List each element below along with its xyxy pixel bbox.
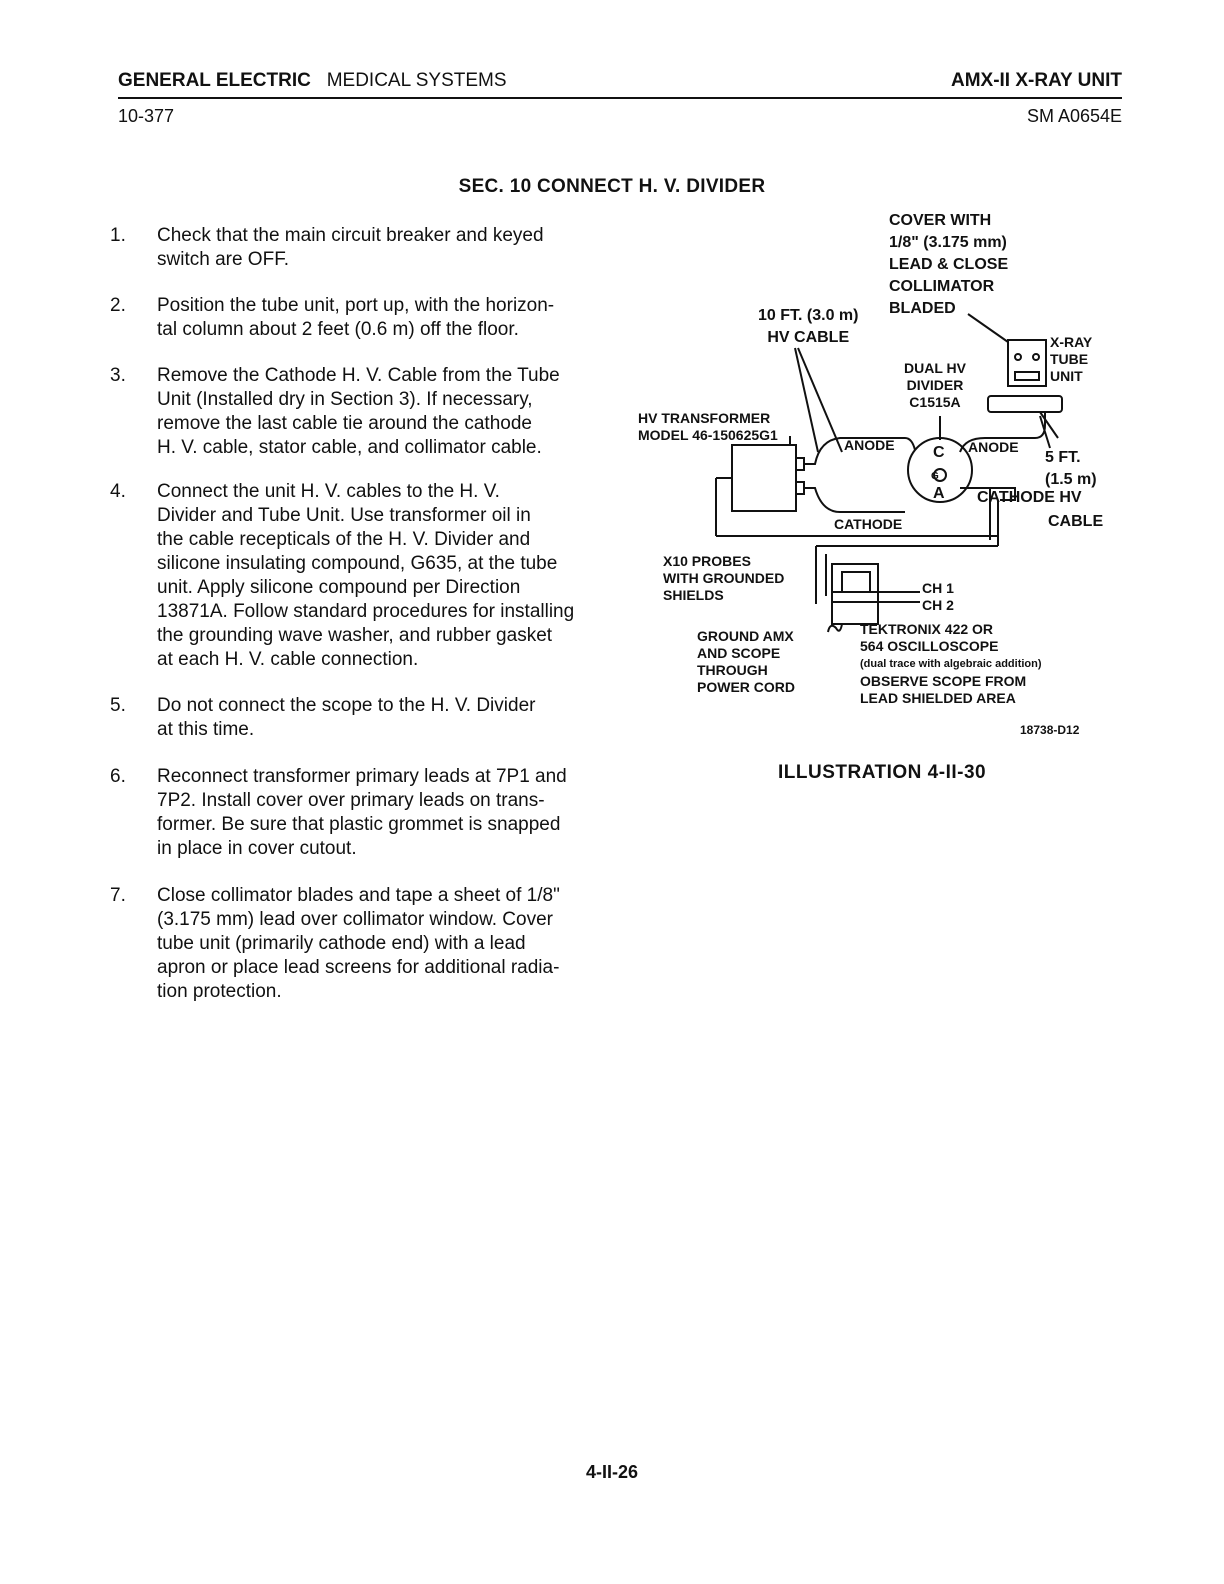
company-name: GENERAL ELECTRIC	[118, 70, 311, 91]
ground-cord	[828, 624, 842, 632]
step-number: 5.	[110, 695, 126, 716]
step-text: Remove the Cathode H. V. Cable from the Tube Unit (Installed dry in Section 3). If necessary, remove the last cable tie around the cathode H. V. cable, stator cable, and collimator cable.	[157, 365, 560, 458]
step-number: 3.	[110, 365, 126, 386]
ch1-label: CH 1	[922, 580, 954, 596]
divider-terminal-a: A	[933, 485, 945, 502]
xray-tube-body	[988, 396, 1062, 412]
illustration-caption: ILLUSTRATION 4-II-30	[778, 762, 987, 783]
oscilloscope-trace-note: (dual trace with algebraic addition)	[860, 658, 1042, 670]
section-title: SEC. 10 CONNECT H. V. DIVIDER	[458, 176, 766, 197]
transformer-terminal-1	[796, 458, 804, 470]
oscilloscope-screen	[842, 572, 870, 592]
x10-probes-label: X10 PROBES WITH GROUNDED SHIELDS	[663, 553, 785, 603]
step-text: Position the tube unit, port up, with the horizon- tal column about 2 feet (0.6 m) off the floor.	[157, 295, 555, 340]
divider-terminal-c: C	[933, 444, 945, 461]
manual-number: SM A0654E	[1026, 106, 1122, 126]
figure-code: 18738-D12	[1020, 723, 1080, 737]
dual-hv-divider-label: DUAL HV DIVIDER C1515A	[904, 360, 966, 410]
doc-code: 10-377	[118, 106, 175, 126]
company-division: MEDICAL SYSTEMS	[326, 70, 507, 91]
xray-tube-unit-label: X-RAY TUBE UNIT	[1050, 334, 1093, 384]
anode-label-left: ANODE	[844, 437, 895, 453]
cable-5ft-label: 5 FT. (1.5 m)	[1045, 449, 1097, 488]
step-number: 2.	[110, 295, 126, 316]
hv-cable-leader-1	[795, 348, 818, 452]
cathode-cable-left	[804, 488, 905, 512]
hv-transformer-box	[732, 445, 796, 511]
page-number: 4-II-26	[585, 1462, 639, 1482]
anode-label-right: ANODE	[968, 439, 1019, 455]
transformer-terminal-2	[796, 482, 804, 494]
cathode-hv-label: CATHODE HV	[977, 489, 1082, 506]
step-number: 7.	[110, 885, 126, 906]
observe-scope-note: OBSERVE SCOPE FROM LEAD SHIELDED AREA	[860, 673, 1027, 706]
hv-cable-10ft-label: 10 FT. (3.0 m) HV CABLE	[758, 307, 859, 346]
divider-terminal-g: G	[931, 471, 939, 482]
step-text: Reconnect transformer primary leads at 7P1 and 7P2. Install cover over primary leads on trans- former. Be sure that plastic grommet is snapped in place in cover cutout.	[157, 766, 567, 859]
step-text: Close collimator blades and tape a sheet of 1/8" (3.175 mm) lead over collimator window. Cover tube unit (primarily cathode end) with a lead apron or place lead screens for additional radia- tion protection.	[157, 885, 560, 1002]
ch2-label: CH 2	[922, 597, 954, 613]
hv-cable-leader-2	[798, 348, 842, 452]
oscilloscope-model: TEKTRONIX 422 OR 564 OSCILLOSCOPE	[860, 621, 999, 654]
step-number: 6.	[110, 766, 126, 787]
step-text: Check that the main circuit breaker and keyed switch are OFF.	[157, 225, 544, 270]
step-text: Do not connect the scope to the H. V. Divider at this time.	[157, 695, 536, 740]
step-number: 4.	[110, 481, 126, 502]
step-number: 1.	[110, 225, 126, 246]
cable-label: CABLE	[1048, 513, 1104, 530]
cover-note: COVER WITH 1/8" (3.175 mm) LEAD & CLOSE COLLIMATOR BLADED	[889, 212, 1009, 317]
hv-transformer-label: HV TRANSFORMER MODEL 46-150625G1	[638, 410, 778, 443]
ground-note: GROUND AMX AND SCOPE THROUGH POWER CORD	[697, 628, 795, 695]
product-name: AMX-II X-RAY UNIT	[950, 70, 1122, 91]
step-text: Connect the unit H. V. cables to the H. V. Divider and Tube Unit. Use transformer oil in the cable recepticals of the H. V. Divider and silicone insulating compound, G635, at the tube unit. Apply silicone compound per Direction 13871A. Follow standard procedures for installing the grounding wave washer, and rubber gasket at each H. V. cable connection.	[157, 481, 575, 670]
cathode-label-bottom: CATHODE	[834, 516, 903, 532]
